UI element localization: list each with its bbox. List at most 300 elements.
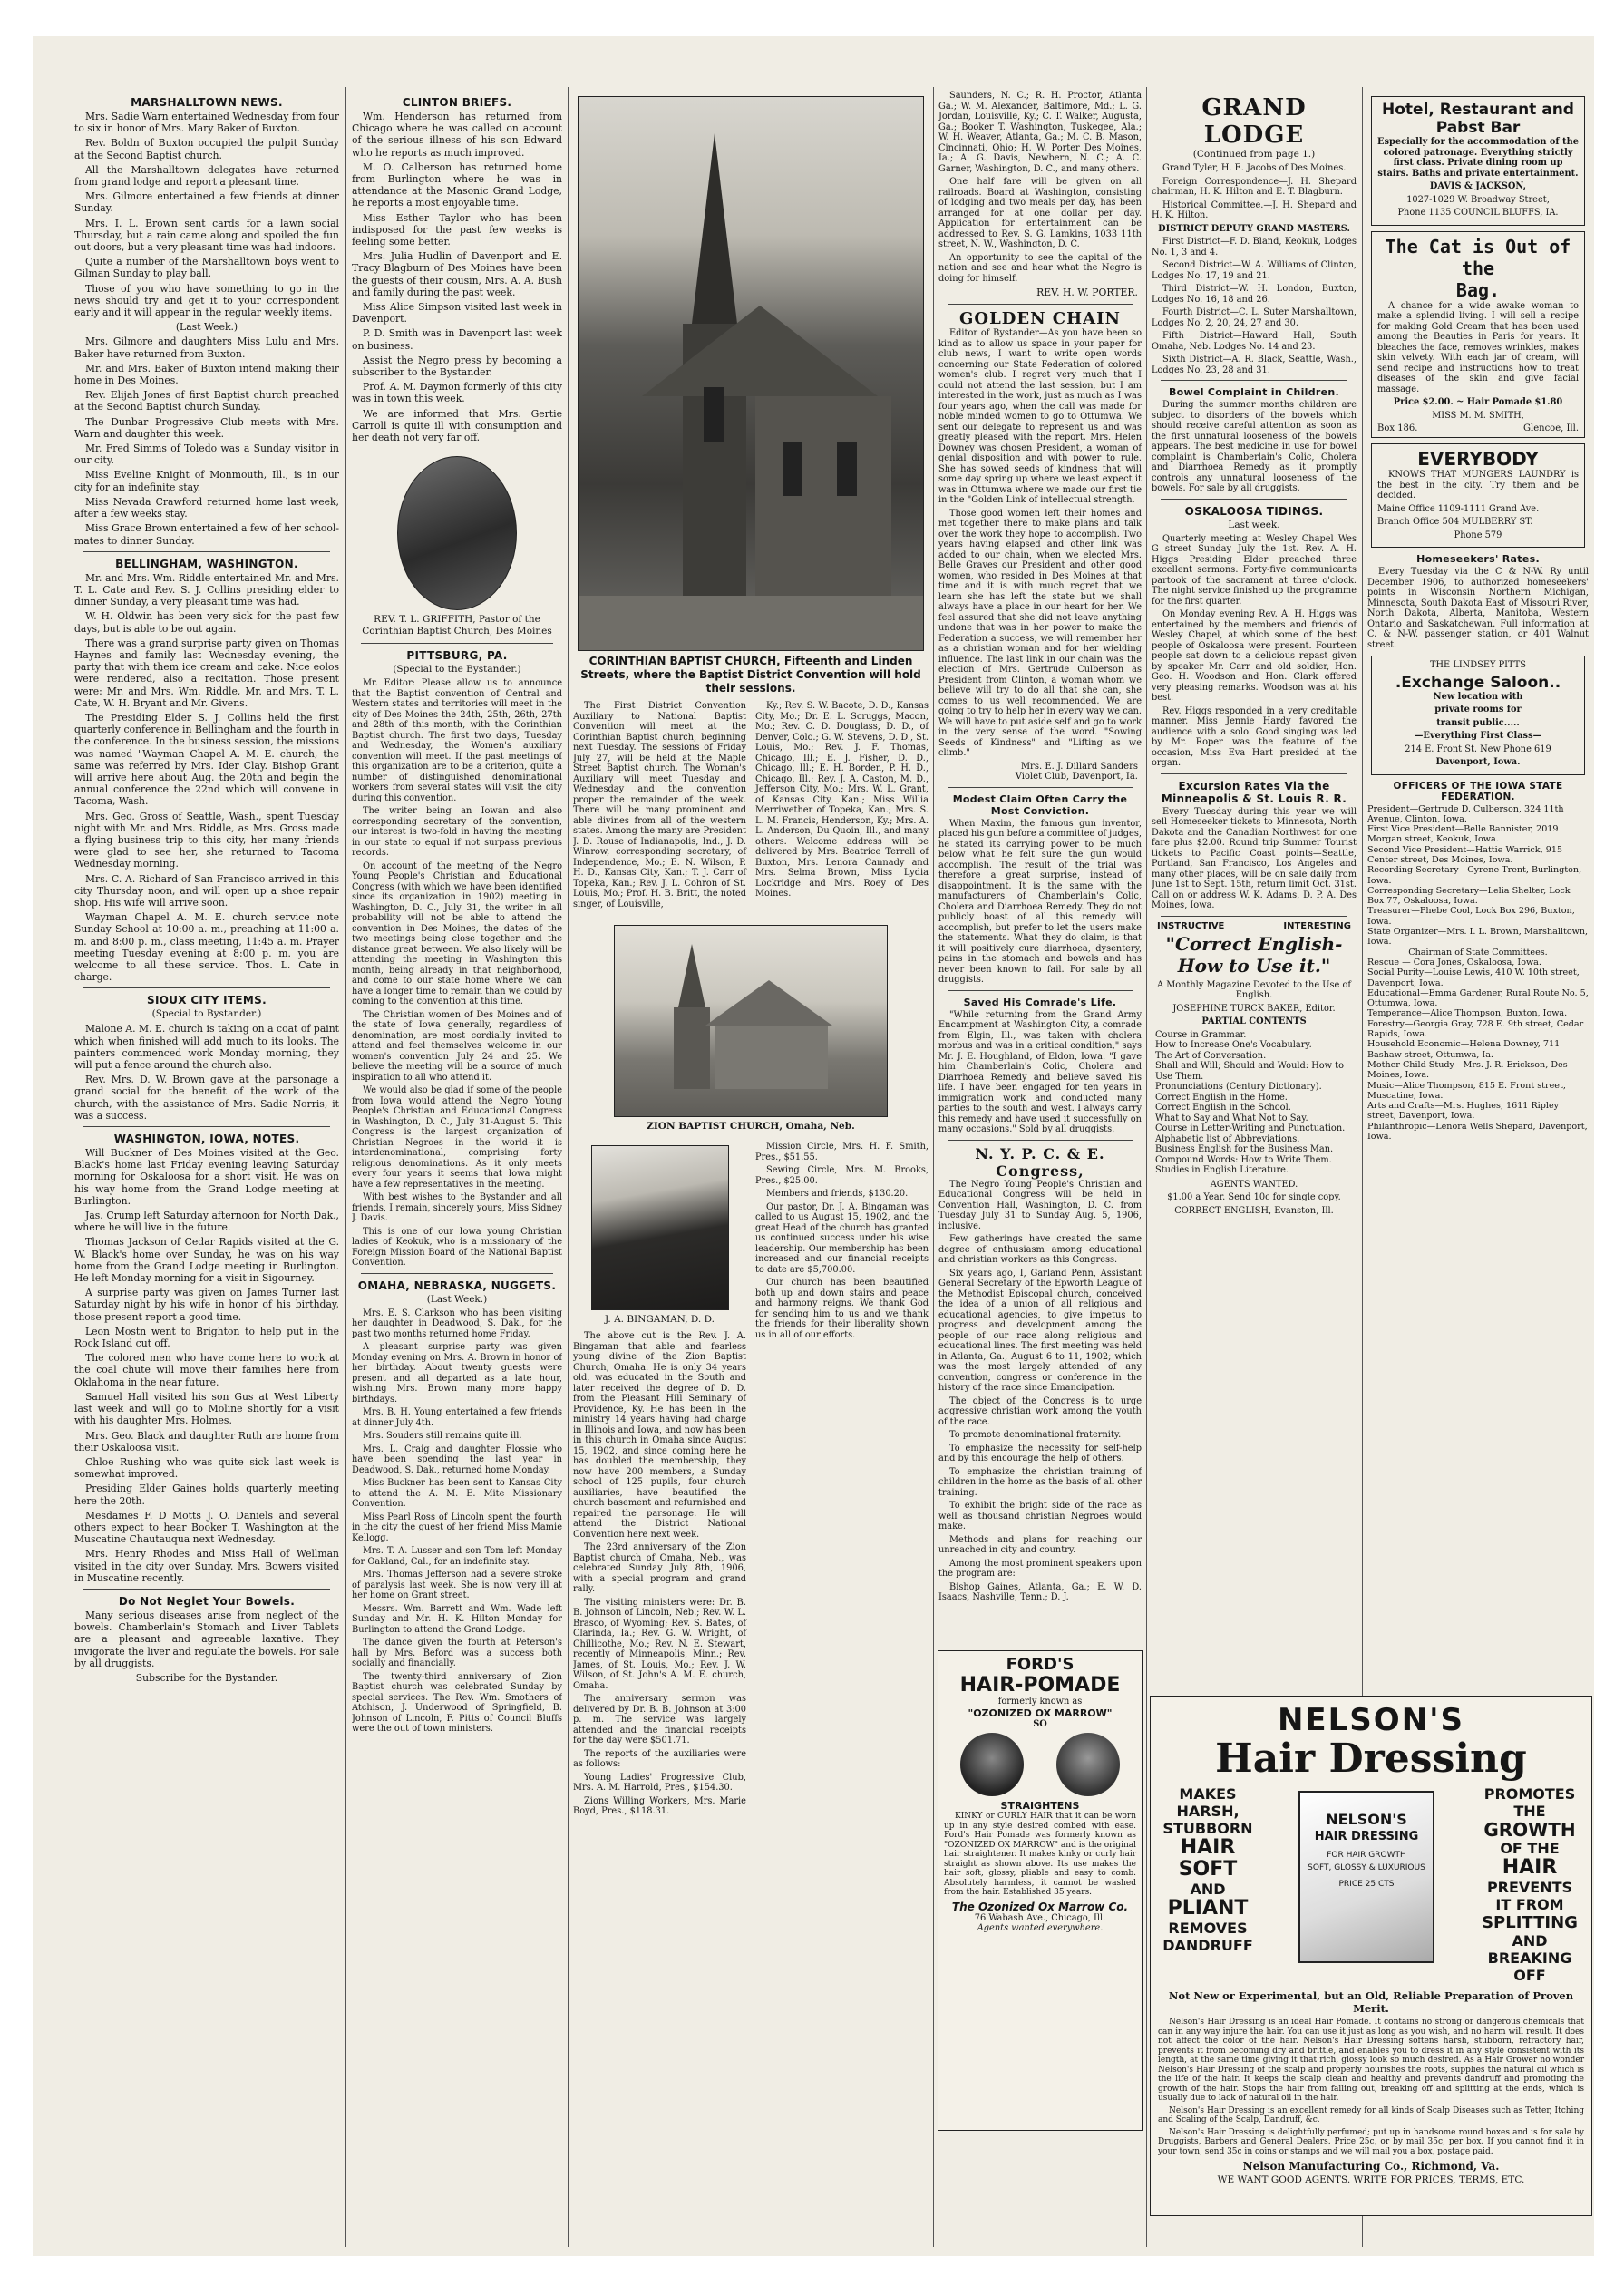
news-item: Our church has been beautified both up and down stairs and peace and harmony reigns. We thank God for sending him to us and we thank the friends for their liberality shown us in all of our efforts. [755,1278,929,1340]
ad-claim: THE [1513,1803,1546,1820]
list-item: President—Gertrude D. Culberson, 324 11th Avenue, Clinton, Iowa. [1367,803,1564,824]
headline: OMAHA, NEBRASKA, NUGGETS. [357,1279,557,1292]
news-item: The above cut is the Rev. J. A. Bingaman that able and fearless young divine of the Zion Baptist Church, Omaha. He is only 34 years old, was educated in the South and later received the degree of D. D. from the Pleasant Hill Seminary of Providence, Ky. He has been in the ministry 14 years having had charge in Illinois and Iowa, and now has been in this church in Omaha since August 15, 1902, and since coming here he has doubled the membership, they now have 200 members, a Sunday school of 125 pupils, four church auxiliaries, have beautified the church basement and refurnished and repaired the parsonage. He will attend the District National Convention here next week. [573,1331,746,1540]
news-item: Jas. Crump left Saturday afternoon for North Dak., where he will live in the future. [74,1210,339,1234]
ad-text: Maine Office 1109-1111 Grand Ave. [1377,503,1540,514]
ad-text: Phone 579 [1454,530,1502,540]
news-item: M. O. Calberson has returned home from Burlington where he was in attendance at the Masonic Grand Lodge, he reports a most enjoyable time. [352,160,562,209]
ad-title: EVERYBODY [1417,448,1539,470]
headline: Bowel Complaint in Children. [1168,386,1340,398]
news-item: Mrs. I. L. Brown sent cards for a lawn social Thursday, but a rain came along and spoiled the fun out doors, but a very pleasant time was had indoors. [74,217,339,254]
ad-brand: FORD'S [1006,1655,1075,1674]
news-item: Malone A. M. E. church is taking on a coat of paint which when finished will add much to its looks. The painters commenced work Monday morning, they will put a fence around the church also. [74,1023,339,1072]
list-item: Social Purity—Louise Lewis, 410 W. 10th street, Davenport, Iowa. [1367,967,1580,988]
ad-title: Bag. [1455,278,1501,301]
divider [83,551,330,552]
news-item: Quite a number of the Marshalltown boys went to Gilman Sunday to play ball. [74,256,339,280]
ad-claim: AND [1190,1881,1226,1898]
news-item: The Presiding Elder S. J. Collins held the first quarterly conference in Bellingham and the fourth in the conference. In the business session, the missions was named "Wayman Chapel A. M. E. church, the same was referred by Mrs. Ider Clay. Bishop Grant will arrive here about Aug. the 20th and begin the annual conference the 22nd which will convene in Tacoma, Wash. [74,711,339,808]
news-item: Fifth District—Haward Hall, South Omaha, Neb. Lodges No. 14 and 23. [1152,331,1357,352]
headline: GOLDEN CHAIN [959,309,1121,328]
ad-claim: GROWTH [1483,1819,1576,1841]
news-item: Rev. Mrs. D. W. Brown gave at the parsonage a grand social for the benefit of the work of the church, with the assistance of Mrs. Sadie Norris, it was a success. [74,1074,339,1122]
news-item: To promote denominational fraternity. [949,1430,1122,1440]
list-item: Mother Child Study—Mrs. J. R. Erickson, Des Moines, Iowa. [1367,1059,1568,1081]
news-item: Mrs. E. S. Clarkson who has been visiting her daughter in Deadwood, S. Dak., for the past two months returned home Friday. [352,1308,562,1339]
ad-text: Branch Office 504 MULBERRY ST. [1377,517,1533,527]
ad-label: INTERESTING [1283,920,1351,931]
ad-text: SO [1033,1718,1047,1729]
ad-text: Glencoe, Ill. [1523,423,1579,433]
news-item: Samuel Hall visited his son Gus at West Liberty last week and will go to Moline shortly for a visit with his daughter Mrs. Holmes. [74,1390,339,1427]
ad-text: 1027-1029 W. Broadway Street, [1406,194,1550,205]
headline: SIOUX CITY ITEMS. [147,994,267,1007]
news-item: Mrs. Sadie Warn entertained Wednesday from four to six in honor of Mrs. Mary Baker of Buxton. [74,111,339,135]
news-item: Miss Grace Brown entertained a few of her school-mates to dinner Sunday. [74,522,339,547]
subheading: (Continued from page 1.) [1192,149,1316,160]
headline: BELLINGHAM, WASHINGTON. [115,557,298,570]
list-item: Music—Alice Thompson, 815 E. Front street, Muscatine, Iowa. [1367,1080,1566,1101]
news-item: Thomas Jackson of Cedar Rapids visited at the G. W. Black's home over Sunday, he was on his way home from the Grand Lodge meeting in Burlington. He left Monday morning for a visit in Sigourney. [74,1236,339,1285]
list-item: Philanthropic—Lenora Wells Shepard, Davenport, Iowa. [1367,1121,1588,1142]
oskaloosa-tidings [1152,505,1357,769]
portrait-illustration [1056,1733,1120,1796]
subheading: (Special to Bystander.) [151,1008,262,1020]
divider [83,1126,330,1127]
divider [1161,499,1347,500]
ad-text: Box 186. [1377,423,1418,433]
ad-text: A Monthly Magazine Devoted to the Use of English. [1157,979,1351,1000]
news-item: Mrs. Gilmore entertained a few friends at dinner Sunday. [74,190,339,215]
grand-lodge [1152,94,1357,375]
news-item: Miss Esther Taylor who has been indisposed for the past few weeks is feeling some better. [352,211,562,248]
ad-claim: MAKES [1179,1785,1237,1803]
news-item: Miss Buckner has been sent to Kansas City to attend the A. M. E. Mite Missionary Convention. [352,1478,562,1510]
news-item: Sewing Circle, Mrs. M. Brooks, Pres., $25.00. [755,1165,929,1186]
news-item: Mr. Editor: Please allow us to announce that the Baptist convention of Central and Western states and territories will meet in the city of Des Moines the 24th, 25th, 26th, 27th and 28th of this month, with the Corinthian Baptist church. The first two days, Tuesday and Wednesday, the Women's auxiliary convention will meet. If the past meetings of this organization are to be a criterion, quite a number of distinguished denominational workers from several states will visit the city during this convention. [352,678,562,803]
list-item: Temperance—Alice Thompson, Buxton, Iowa. [1367,1008,1568,1019]
news-item: The First District Convention Auxiliary to National Baptist Convention will meet at the Corinthian Baptist church, beginning next Tuesday. The sessions of Friday July 27, will be held at the Maple Street Baptist church. The Woman's Auxiliary will meet Tuesday and Wednesday and the convention proper the remainder of the week. There will be many prominent and able divines from all of the western states. Among the many are President J. D. Rouse of Indianapolis, Ind., J. D. Winrow, corresponding secretary, of Independence, Mo.; E. N. Wilson, P. H. D., Kansas City, Kan.; T. J. Carr of Topeka, Kan.; Rev. J. L. Cohron of St. Louis, Mo.; Prof. H. B. Britt, the noted singer, of Louisville, [573,701,746,909]
divider [83,987,330,988]
signature: Mrs. E. J. Dillard Sanders Violet Club, Davenport, Ia. [1015,761,1138,782]
ad-title: "Correct English- [1165,932,1343,955]
ad-price: Price $2.00. ~ Hair Pomade $1.80 [1393,397,1563,407]
ad-claims-left [1158,1785,1258,1954]
news-item: Zions Willing Workers, Mrs. Marie Boyd, Pres., $118.31. [573,1795,746,1816]
news-item: Rev. Higgs responded in a very creditable manner. Miss Jennie Hardy favored the audience with a solo. Good singing was led by Mr. Roper was the feature of the occasion, Miss Eva Hart presided at the organ. [1152,705,1357,768]
headline: Excursion Rates Via the Minneapolis & St. Louis R. R. [1161,779,1347,805]
ad-claim: HARSH, [1176,1803,1240,1820]
news-item: A pleasant surprise party was given Monday evening on Mrs. A. Brown in honor of her birthday. About twenty guests were present and all departed as a late hour, wishing Mrs. Brown many more happy birthdays. [352,1342,562,1405]
column-1 [74,91,339,2247]
news-item: Messrs. Wm. Barrett and Wm. Wade left Sunday and Mr. H. K. Hilton Monday for Burlington to attend the Grand Lodge. [352,1603,562,1635]
ad-claim: IT FROM [1495,1896,1564,1913]
corinthian-church-photo [578,96,924,651]
news-item: Mrs. Thomas Jefferson had a severe stroke of paralysis last week. She is now very ill at her home on Grant street. [352,1570,562,1601]
ad-text: WE WANT GOOD AGENTS. WRITE FOR PRICES, TERMS, ETC. [1217,2174,1525,2185]
news-item: Wayman Chapel A. M. E. church service note Sunday School at 10:00 a. m., preaching at 11:00 a. m. and 8:00 p. m., class meeting, 11:45 a. m. Prayer meeting Tuesday evening at 8:00 p. m. you are welcome to all these service. Thos. L. Cate in charge. [74,911,339,984]
subheading: (Special to the Bystander.) [393,664,521,676]
news-item: Six years ago, I, Garland Penn, Assistant General Secretary of the Epworth League of the Methodist Episcopal church, conceived the idea of a union of all religious and educational agencies, to give impetus to progress and development among the people of our race along religious and educational lines. The first meeting was held in Atlanta, Ga., August 6 to 11, 1902; which was the most largely attended of any convention, congress or conference in the history of the race since Emancipation. [938,1268,1142,1393]
news-item: Saunders, N. C.; R. H. Proctor, Atlanta Ga.; W. M. Alexander, Baltimore, Md.; L. G. Jordan, Louisville, Ky.; C. T. Walker, Augusta, Ga.; Booker T. Washington, Tuskegee, Ala.; W. H. Weaver, Atlanta, Ga.; M. C. B. Mason, Cincinnati, Ohio; H. W. Porter Des Moines, Ia.; A. G. Davis, Newbern, N. C.; A. C. Garner, Washington, D. C., and many others. [938,91,1142,174]
center-columns [573,91,929,2247]
ad-brand: NELSON'S [1277,1702,1465,1738]
news-item: Quarterly meeting at Wesley Chapel Wes G street Sunday July the 1st. Rev. A. H. Higgs Presiding Elder preached three excellent sermons. Forty-five communicants partook of the sacrament at three o'clock. The night service finished up the programme for the first quarter. [1152,533,1357,607]
ad-claim: BREAKING [1487,1950,1572,1967]
photo-caption: REV. T. L. GRIFFITH, Pastor of the Corinthian Baptist Church, Des Moines [362,614,552,637]
ad-text: Agents wanted everywhere. [977,1923,1104,1933]
ad-text: $1.00 a Year. Send 10c for single copy. [1167,1192,1341,1202]
headline: Modest Claim Often Carry the Most Conviction. [952,792,1128,817]
list-item: Correct English in the School. [1155,1103,1291,1113]
news-item: Grand Tyler, H. E. Jacobs of Des Moines. [1162,163,1347,173]
ad-claims-right [1475,1785,1584,1984]
news-item: Rev. Elijah Jones of first Baptist church preached at the Second Baptist church Sunday. [74,389,339,413]
ad-text: STRAIGHTENS [1000,1800,1080,1812]
news-item: Bishop Gaines, Atlanta, Ga.; E. W. D. Isaacs, Nashville, Tenn.; D. J. [938,1581,1142,1602]
news-item: Mesdames F. D Motts J. O. Daniels and several others expect to hear Booker T. Washington at the Muscatine Chautauqua next Wednesday. [74,1509,339,1546]
list-item: Compound Words: How to Write Them. [1155,1154,1332,1165]
news-item: The Dunbar Progressive Club meets with Mrs. Warn and daughter this week. [74,415,339,440]
news-item: The visiting ministers were: Dr. B. B. Johnson of Lincoln, Neb.; Rev. W. L. Brasco, of Wyoming; Rev. S. Bates, of Clarinda, Ia.; Rev. G. W. Wright, of Chillicothe, Mo.; Rev. N. E. Stewart, recently of Minneapolis, Minn.; Rev. James, of St. Louis, Mo.; Rev. J. W. Wilson, of St. John's A. M. E. church, Omaha. [573,1597,746,1691]
news-item: An opportunity to see the capital of the nation and see and hear what the Negro is doing for himself. [938,252,1142,284]
ad-text: Nelson's Hair Dressing is an excellent remedy for all kinds of Scalp Diseases such as Tetter, Itching and Scaling of the Scalp, Dandruff, &c. [1158,2105,1584,2125]
ad-claim: HAIR [1502,1856,1558,1879]
ad-claim: REMOVES [1168,1920,1248,1937]
column-rule [933,87,934,2247]
list-item: Studies in English Literature. [1155,1165,1289,1175]
marshalltown-news [74,96,339,547]
ad-claim: PROMOTES [1483,1785,1576,1803]
tin-label: NELSON'S [1326,1811,1407,1828]
excursion-rates [1152,780,1357,911]
news-item: We would also be glad if some of the people from Iowa would attend the Negro Young People's Christian and Educational Congress in Washington, D. C., July 31-August 5. This Congress is the largest organization of Christian Negroes in the world—it is interdenominational, comprising forty religious denominations. As it only meets every four years it seems that Iowa might have a few representatives in the meeting. [352,1085,562,1190]
news-item: Will Buckner of Des Moines visited at the Geo. Black's home last Friday evening leaving Saturday morning for Oskaloosa for a short visit. He was on his way home from the Grand Lodge meeting at Burlington. [74,1147,339,1207]
cat-out-of-bag-ad [1371,231,1585,439]
news-item: On account of the meeting of the Negro Young People's Christian and Educational Congress (with which we have been identified since its organization in 1902) meeting in Washington, D. C., July 31, the writer in all probability will not be able to attend the convention in Des Moines, the dates of the two meetings being close together and the distance great between. We also likely will be attending the meeting in Washington this month, being already in that neighborhood, and come to our state home where we can have a longer time to remain than we could by coming to the convention at this time. [352,861,562,1007]
divider [1161,380,1347,381]
nelsons-hair-dressing-ad [1150,1696,1592,2216]
news-item: Sixth District—A. R. Black, Seattle, Wash., Lodges No. 23, 28 and 31. [1152,355,1357,375]
list-item: Shall and Will; Should and Would: How to Use Them. [1155,1061,1344,1082]
news-item: One half fare will be given on all railroads. Board at Washington, consisting of lodging and two meals per day, has been arranged for at one dollar per day. Application for entertainment can be addressed to Rev. S. G. Lamkins, 1033 11th street, N. W., Washington, D. C. [938,177,1142,249]
subheading: DISTRICT DEPUTY GRAND MASTERS. [1158,223,1350,234]
news-item: Methods and plans for reaching our unreached in city and country. [938,1534,1142,1555]
headline: Saved His Comrade's Life. [963,996,1117,1008]
divider [948,1140,1133,1141]
list-item: Business English for the Business Man. [1155,1144,1334,1154]
news-item: To emphasize the necessity for self-help and by this encourage the help of others. [938,1443,1142,1463]
news-item: First District—F. D. Bland, Keokuk, Lodges No. 1, 3 and 4. [1152,237,1357,258]
newspaper-page [33,36,1594,2256]
news-item: Many serious diseases arise from neglect of the bowels. Chamberlain's Stomach and Liver Tablets are a pleasant and agreeable laxative. They invigorate the liver and regulate the bowels. For sale by all druggists. [74,1609,339,1669]
news-item: Mrs. T. A. Lusser and son Tom left Monday for Oakland, Cal., for an indefinite stay. [352,1546,562,1567]
column-2 [352,91,562,2247]
news-item: Assist the Negro press by becoming a subscriber to the Bystander. [352,354,562,379]
column-rule [1146,87,1147,2247]
news-item: Every Tuesday during this year we will sell Homeseeker tickets to Minnesota, North Dakota and the Canadian Northwest for one fare plus $2.00. Round trip Summer Tourist tickets to Pacific Coast points—Seattle, Portland, San Francisco, Los Angeles and many other places, will be on sale daily from June 1st to Sept. 15th, return limit Oct. 31st. Call on or address W. K. Adams, D. P. A. Des Moines, Iowa. [1152,806,1357,910]
ad-claim: SPLITTING [1482,1913,1578,1932]
news-item: With best wishes to the Bystander and all friends, I remain, sincerely yours, Miss Sidney J. Davis. [352,1192,562,1224]
news-item: P. D. Smith was in Davenport last week on business. [352,327,562,352]
news-item: Mrs. C. A. Richard of San Francisco arrived in this city Thursday noon, and will open up a shoe repair shop. His wife will arrive soon. [74,872,339,909]
tin-label: SOFT, GLOSSY & LUXURIOUS [1308,1863,1425,1872]
news-item: Mrs. L. Craig and daughter Flossie who have been spending the last year in Deadwood, S. Dak., returned home Monday. [352,1444,562,1475]
signature: REV. H. W. PORTER. [1036,287,1138,298]
tin-label: FOR HAIR GROWTH [1327,1851,1406,1860]
ad-claim: SOFT [1178,1858,1238,1881]
news-item: All the Marshalltown delegates have returned from grand lodge and report a pleasant time. [74,163,339,189]
list-item: Forestry—Georgia Gray, 728 E. 9th street, Cedar Rapids, Iowa. [1367,1018,1584,1040]
news-item: There was a grand surprise party given on Thomas Haynes and family last Wednesday evening, the party that with them ice cream and cake. Nice eolos were rendered, also a recitation. Those present were: Mr. and Mrs. Wm. Riddle, Mr. and Mrs. T. L. Cate, W. H. Bryant and Mr. Givens. [74,637,339,709]
news-item: Mr. and Mrs. Baker of Buxton intend making their home in Des Moines. [74,362,339,387]
ad-text: DAVIS & JACKSON, [1429,181,1527,191]
church-drawing [579,97,923,650]
correct-english-ad [1152,921,1357,1217]
ad-claim: AND [1512,1932,1548,1950]
pittsburg-letter [352,649,562,1269]
list-item: Corresponding Secretary—Lelia Shelter, Lock Box 77, Oskaloosa, Iowa. [1367,885,1571,907]
news-item: Wm. Henderson has returned from Chicago where he was called on account of the serious illness of his son Edward who he reports as much improved. [352,111,562,159]
ad-text: Nelson's Hair Dressing is an ideal Hair Pomade. It contains no strong or dangerous chemicals that can in any way injure the hair. You can use it just as long as you wish, and no harm will result. It does not affect the color of the hair. Nelson's Hair Dressing softens harsh, stubborn, refractory hair, prevents it from becoming dry and brittle, and enables you to dress it in any style consistent with its length, at the same time giving it that rich, glossy look so much desired. As a Hair Grower no wonder Nelson's Hair Dressing of the scalp and properly nourishes the roots, supplies the natural oil which is the life of the hair. It keeps the scalp clean and healthy and prevents dandruff and promoting the growth of the hair. Stops the hair from falling out, breaking off and splitting at the ends, which is usually due to lack of natural oil in the hair. [1158,2018,1584,2103]
bowel-complaint [1152,386,1357,494]
convention-text [573,701,929,912]
ad-text: New location with [1433,691,1523,702]
ad-tagline: Not New or Experimental, but an Old, Reliable Preparation of Proven Merit. [1168,1989,1574,2015]
fords-hair-pomade-ad [938,1650,1143,2131]
news-item: We are informed that Mrs. Gertie Carroll is quite ill with consumption and her death not very far off. [352,407,562,444]
subheading: (Last Week.) [426,1293,488,1305]
ad-claim: STUBBORN [1162,1820,1253,1837]
list-item: Arts and Crafts—Mrs. Hughes, 1611 Ripley street, Davenport, Iowa. [1367,1101,1560,1122]
news-item: The 23rd anniversary of the Zion Baptist church of Omaha, Neb., was celebrated Sunday July 8th, 1906, with a special program and grand rally. [573,1542,746,1594]
ad-text: MISS M. M. SMITH, [1432,410,1524,421]
news-item: Mr. Fred Simms of Toledo was a Sunday visitor in our city. [74,442,339,467]
ad-text: THE LINDSEY PITTS [1429,660,1526,670]
news-item: Every Tuesday via the C & N-W. Ry until December 1906, to authorized homeseekers' points in Wisconsin Northern Michigan, Minnesota, South Dakota East of Missouri River, North Dakota, Alberta, Manitoba, Western Ontario and Saskatchewan. Full information at C. & N-W. passenger station, or 401 Walnut street. [1367,567,1589,650]
headline: GRAND LODGE [1201,94,1307,149]
photo-caption: J. A. BINGAMAN, D. D. [605,1314,715,1325]
ad-text: Davenport, Iowa. [1435,757,1521,767]
ad-text: formerly known as [997,1697,1083,1706]
news-item: Members and friends, $130.20. [766,1189,909,1199]
church-drawing [615,926,887,1116]
news-item: Our pastor, Dr. J. A. Bingaman was called to us August 15, 1902, and the great Head of the church has granted us continued success under his wise leadership. Our membership has been increased and our financial receipts to date are $5,700.00. [755,1201,929,1275]
list-item: Pronunciations (Century Dictionary). [1155,1082,1322,1092]
divider [1161,773,1347,774]
divider [1161,916,1347,917]
news-item: Rev. Boldn of Buxton occupied the pulpit Sunday at the Second Baptist church. [74,137,339,161]
divider [948,304,1133,305]
ad-label: INSTRUCTIVE [1157,920,1225,931]
news-item: The colored men who have come here to work at the coal chute will move their families here from Oklahoma in the near future. [74,1352,339,1388]
ad-text: "OZONIZED OX MARROW" [968,1706,1113,1719]
ad-text: JOSEPHINE TURCK BAKER, Editor. [1172,1003,1336,1014]
nypce-congress [938,1145,1142,1603]
list-item: Chairman of State Committees. [1408,947,1548,958]
news-item: Those good women left their homes and met together there to make plans and talk over the work they hope to accomplish. Two years having elapsed and other link was added to our chain, when we elected Mrs. Belle Graves our President and other good women, who resided in Des Moines at that time and it is with much regret that we learn she has left the state but we shall always have a place in our heart for her. We feel assured that she did not leave anything undone that was in her power to make the Federation a success, we will remember her as a christian woman and for her wielding influence. The last link in our chain was the election of Mrs. Gertrude Culberson as President from Clinton, a woman whom we believe will try to do all that she can, she comes to us well recommended. We are going to try to help her in every way we can. We will have to put aside self and go to work in the very sense of the word. "Sowing Seeds of Kindness" and "Lifting as we climb." [938,508,1142,758]
headline: OFFICERS OF THE IOWA STATE FEDERATION. [1393,780,1563,802]
tin-label: HAIR DRESSING [1314,1830,1419,1843]
ad-subhead: PARTIAL CONTENTS [1201,1016,1307,1026]
news-item: Fourth District—C. L. Suter Marshalltown, Lodges No. 2, 20, 24, 27 and 30. [1152,307,1357,328]
omaha-nuggets [352,1279,562,1735]
bowels-notice [74,1595,339,1684]
ad-text: transit public..... [1436,717,1520,728]
news-item: A surprise party was given on James Turner last Saturday night by his wife in honor of his birthday, those present report a good time. [74,1287,339,1323]
news-item: The object of the Congress is to urge aggressive christian work among the youth of the race. [938,1395,1142,1427]
ad-text: Nelson's Hair Dressing is delightfully perfumed; put up in handsome round boxes and is for sale by Druggists, Barbers and General Dealers. Price 25c, or by mail 35c, per box. If you cannot find it in your town, send 35c in coins or stamps and we will mail you a box, postage paid. [1158,2127,1584,2156]
ad-text: Especially for the accommodation of the colored patronage. Everything strictly first class. Private dining room up stairs. Baths and private entertainment. [1377,137,1579,179]
homeseekers-rates [1367,553,1589,650]
ad-claim: DANDRUFF [1162,1937,1253,1954]
washington-iowa-notes [74,1133,339,1584]
headline: PITTSBURG, PA. [406,649,508,663]
news-item: Ky.; Rev. S. W. Bacote, D. D., Kansas City, Mo.; Dr. E. L. Scruggs, Macon, Mo.; Rev. C. D. Douglass, D. D., of Denver, Colo.; G. W. Stevens, D. D., St. Louis, Mo.; Rev. J. F. Thomas, Chicago, Ill.; E. J. Fisher, D. D., Chicago, Ill.; E. H. Borden, P. H. D., Chicago, Ill.; Rev. J. A. Caston, M. D., Jefferson City, Mo.; Mrs. W. L. Grant, of Kansas City, Kan.; Miss Willia Merriwether of Topeka, Kan.; Mrs. S. L. M. Francis, Henderson, Ky.; Mrs. A. L. Anderson, Du Quoin, Ill., and many others. Welcome address will be delivered by Mrs. Beatrice Terrell of Buxton, Mrs. Lenora Cannady and Mrs. Selma Brown, Miss Lydia Lockridge and Mrs. Roey of Des Moines. [755,701,929,899]
news-item: Prof. A. M. Daymon formerly of this city was in town this week. [352,381,562,405]
news-item: Miss Eveline Knight of Monmouth, Ill., is in our city for an indefinite stay. [74,469,339,493]
saved-comrade [938,997,1142,1135]
list-item: The Art of Conversation. [1155,1050,1267,1061]
ad-company: The Ozonized Ox Marrow Co. [951,1900,1129,1913]
ad-claim: PLIANT [1167,1897,1249,1920]
photo-caption: ZION BAPTIST CHURCH, Omaha, Neb. [647,1121,855,1132]
news-item: Mrs. Julia Hudlin of Davenport and E. Tracy Blagburn of Des Moines have been the guests of their cousin, Mrs. A. A. Bush and family during the past week. [352,250,562,298]
news-item: W. H. Oldwin has been very sick for the past few days, but is able to be out again. [74,610,339,635]
news-item: The twenty-third anniversary of Zion Baptist church was celebrated Sunday by special services. The Rev. Wm. Smothers of Atchison, J. Underwood of Springfield, B. Johnson of Lincoln, F. Pitts of Council Bluffs were the out of town ministers. [352,1671,562,1735]
ad-title: Hotel, Restaurant and [1382,101,1574,119]
divider [361,643,553,644]
ad-text: —Everything First Class— [1414,731,1542,741]
news-item: When Maxim, the famous gun inventor, placed his gun before a committee of judges, he stated its carrying power to be much below what he felt sure the gun would accomplish. The result of the trial was therefore a great surprise, instead of disappointment. It is the same with the manufacturers of Chamberlain's Colic, Cholera and Diarrhoea Remedy. They do not publicly boast of all this remedy will accomplish, but prefer to let the users make the statements. What they do claim, is that it will positively cure diarrhoea, dysentery, pains in the stomach and bowels and has never been known to fail. For sale by all druggists. [938,818,1142,985]
ad-text: KNOWS THAT MUNGERS LAUNDRY is the best in the city. Try them and be decided. [1377,470,1579,501]
hotel-ad [1371,96,1585,226]
griffith-portrait [397,456,517,610]
product-tin-illustration [1298,1791,1434,1963]
ad-title: Hair Dressing [1215,1736,1527,1782]
ad-text: private rooms for [1434,705,1522,715]
modest-claim [938,793,1142,986]
zion-church-photo [614,925,888,1117]
exchange-saloon-ad [1371,656,1585,775]
list-item: Educational—Emma Gardener, Rural Route No. 5, Ottumwa, Iowa. [1367,987,1589,1009]
list-item: What to Say and What Not to Say. [1155,1113,1308,1123]
news-item: Mrs. Gilmore and daughters Miss Lulu and Mrs. Baker have returned from Buxton. [74,335,339,360]
news-item: Those of you who have something to go in the news should try and get it to your correspondent early and it will appear in the regular weekly items. [74,282,339,319]
news-item: Foreign Correspondence—J. H. Shepard chairman, H. K. Hilton and E. T. Blagburn. [1152,176,1357,197]
ad-title: The Cat is Out of the [1385,235,1571,279]
ad-text: 214 E. Front St. New Phone 619 [1405,744,1551,754]
bingaman-portrait [591,1145,729,1310]
mungers-laundry-ad [1371,443,1585,548]
golden-chain [938,309,1142,782]
news-item: This is one of our Iowa young Christian ladies of Keokuk, who is a missionary of the Foreign Mission Board of the National Baptist Convention. [352,1226,562,1269]
news-item: Editor of Bystander—As you have been so kind as to allow us space in your paper for club news, I want to write open words concerning our State Federation of colored women's club. I regret very much that I could not attend the last session, but I am interested in the work, just as much as I was four years ago, when the call was made for noble minded women to go to Ottumwa. We sent our delegate to represent us and was greatly pleased with the report. Mrs. Helen Downey was chosen President, a woman of genial disposition and with power to rule. She has sowed seeds of kindness that will some day spring up where we least expect it was in Ottumwa where we made our first tie in the "Golden Link of intellectual strength. [938,328,1142,505]
list-item: Second Vice President—Hattie Warrick, 915 Center street, Des Moines, Iowa. [1367,844,1563,865]
news-item: Presiding Elder Gaines holds quarterly meeting here the 20th. [74,1483,339,1507]
list-item: Correct English in the Home. [1155,1092,1288,1103]
federation-officers [1367,781,1589,1142]
news-item: Mrs. Geo. Black and daughter Ruth are home from their Oskaloosa visit. [74,1429,339,1454]
contents-list [1155,1030,1357,1176]
news-item: "While returning from the Grand Army Encampment at Washington City, a comrade from Elgin, Ill., was taken with cholera morbus and was in a critical condition," says Mr. J. E. Houghland, of Eldon, Iowa. "I gave him Chamberlain's Colic, Cholera and Diarrhoea Remedy and believe saved his life. I have been engaged for ten years in immigration work and conducted many parties to the south and west. I always carry this remedy and have used it successfully on many occasions." Sold by all druggists. [938,1009,1142,1134]
news-item: Mr. and Mrs. Wm. Riddle entertained Mr. and Mrs. T. L. Cate and Rev. S. J. Collins presiding elder to dinner Sunday, a very pleasant time was had. [74,571,339,608]
news-item: Mrs. Souders still remains quite ill. [363,1431,522,1442]
list-item: Course in Letter-Writing and Punctuation. [1155,1123,1346,1133]
subheading: Last week. [1228,519,1280,530]
ad-text: A chance for a wide awake woman to make a splendid living. I will sell a recipe for making Gold Cream that has been used among the Beauties in Paris for years. It bleaches the face, removes wrinkles, makes skin velvety. With each jar of cream, will send recipe and instructions how to treat diseases of the skin and give facial massage. [1377,300,1579,394]
ad-claim: PREVENTS [1486,1879,1573,1896]
news-item: Young Ladies' Progressive Club, Mrs. A. M. Harrold, Pres., $154.30. [573,1772,746,1793]
list-item: First Vice President—Belle Bannister, 2019 Morgan street, Keokuk, Iowa. [1367,824,1559,845]
subscribe-note: Subscribe for the Bystander. [135,1671,278,1684]
news-item: Second District—W. A. Williams of Clinton, Lodges No. 17, 19 and 21. [1152,260,1357,281]
news-item: On Monday evening Rev. A. H. Higgs was entertained by the members and friends of Wesley Chapel, at which some of the best people of Oskaloosa were present. Fourteen people sat down to a delicious repast given by speaker Mr. Carr and old soldier, Hon. Geo. H. Woodson and Hon. Clark offered very pleasing remarks. Woodson was at his best. [1152,609,1357,703]
tin-label: PRICE 25 CTS [1338,1880,1395,1889]
news-item: Mrs. Henry Rhodes and Miss Hall of Wellman visited in the city over Sunday. Mrs. Bowers visited in Muscatine recently. [74,1548,339,1584]
ad-title: .Exchange Saloon.. [1395,673,1561,692]
column-rule [568,87,569,2247]
news-item: The writer being an Iowan and also corresponding secretary of the convention, our interest is two-fold in having the meeting in our state to equal if not surpass previous records. [352,806,562,859]
ad-claim: OF THE [1500,1840,1560,1857]
news-item: Mission Circle, Mrs. H. F. Smith, Pres., $51.55. [755,1142,929,1162]
sioux-city-items [74,994,339,1122]
ad-title: HAIR-POMADE [959,1674,1121,1697]
list-item: Recording Secretary—Cyrene Trent, Burlington, Iowa. [1367,865,1582,886]
headline: MARSHALLTOWN NEWS. [131,96,283,109]
headline: Homeseekers' Rates. [1416,553,1540,565]
news-item: During the summer months children are subject to disorders of the bowels which should receive careful attention as soon as the first unnatural looseness of the bowels appears. The best medicine in use for bowel complaint is Chamberlain's Colic, Cholera and Diarrhoea Remedy as it promptly controls any unnatural looseness of the bowels. For sale by all druggists. [1152,400,1357,493]
news-item: Chloe Rushing who was quite sick last week is somewhat improved. [74,1455,339,1481]
news-item: Few gatherings have created the same degree of enthusiasm among educational and christian workers as this Congress. [938,1234,1142,1265]
list-item: Alphabetic list of Abbreviations. [1155,1133,1300,1144]
list-item: State Organizer—Mrs. I. L. Brown, Marshalltown, Iowa. [1367,927,1589,948]
news-item: The Negro Young People's Christian and Educational Congress will be held in Convention Hall, Washington, D. C. from Tuesday July 31 to Sunday Aug. 5, 1906, inclusive. [938,1179,1142,1231]
divider [361,1273,553,1274]
headline: OSKALOOSA TIDINGS. [1184,504,1324,518]
headline: Do Not Neglet Your Bowels. [118,1594,296,1608]
news-item: The reports of the auxiliaries were as follows: [573,1748,746,1769]
list-item: Treasurer—Phebe Cool, Lock Box 296, Buxton, Iowa. [1367,906,1575,927]
headline: CLINTON BRIEFS. [402,96,512,109]
ad-title: Pabst Bar [1435,119,1521,137]
bellingham-news [74,558,339,984]
ad-text: Phone 1135 COUNCIL BLUFFS, IA. [1397,208,1559,218]
headline: N. Y. P. C. & E. Congress, [975,1144,1105,1180]
ad-company: Nelson Manufacturing Co., Richmond, Va. [1242,2160,1500,2173]
list-item: Household Economic—Helena Downey, 711 Bashaw street, Ottumwa, Ia. [1367,1039,1561,1060]
news-item: Among the most prominent speakers upon the program are: [938,1558,1142,1579]
bingaman-section [573,1142,929,1820]
list-item: Course in Grammar. [1155,1029,1247,1040]
ad-claim: HAIR [1180,1836,1236,1859]
news-item: Mrs. B. H. Young entertained a few friends at dinner July 4th. [352,1407,562,1428]
headline: WASHINGTON, IOWA, NOTES. [113,1133,300,1146]
news-item: Miss Nevada Crawford returned home last week, after a few weeks stay. [74,495,339,520]
ad-text: KINKY or CURLY HAIR that it can be worn up in any style desired combed with ease. Ford's Hair Pomade was formerly known as "OZONIZED OX MARROW" and is the original hair straightener. It makes kinky or curly hair straight as shown above. Its use makes the hair soft, glossy, pliable and easy to comb. Absolutely harmless, it cannot be washed from the hair. Established 35 years. [944,1812,1136,1897]
divider [948,787,1133,788]
ad-text: AGENTS WANTED. [1210,1179,1298,1190]
clinton-briefs [352,96,562,443]
list-item: Rescue — Cora Jones, Oskaloosa, Iowa. [1367,957,1541,967]
news-item: The dance given the fourth at Peterson's hall by Mrs. Beford was a success both socially and financially. [352,1638,562,1669]
subheading: (Last Week.) [175,321,238,334]
news-item: Miss Alice Simpson visited last week in Davenport. [352,301,562,326]
news-item: Leon Mostn went to Brighton to help put in the Rock Island cut off. [74,1325,339,1350]
ad-claim: OFF [1513,1967,1546,1984]
ad-title: How to Use it." [1177,954,1331,977]
divider [83,1589,330,1590]
